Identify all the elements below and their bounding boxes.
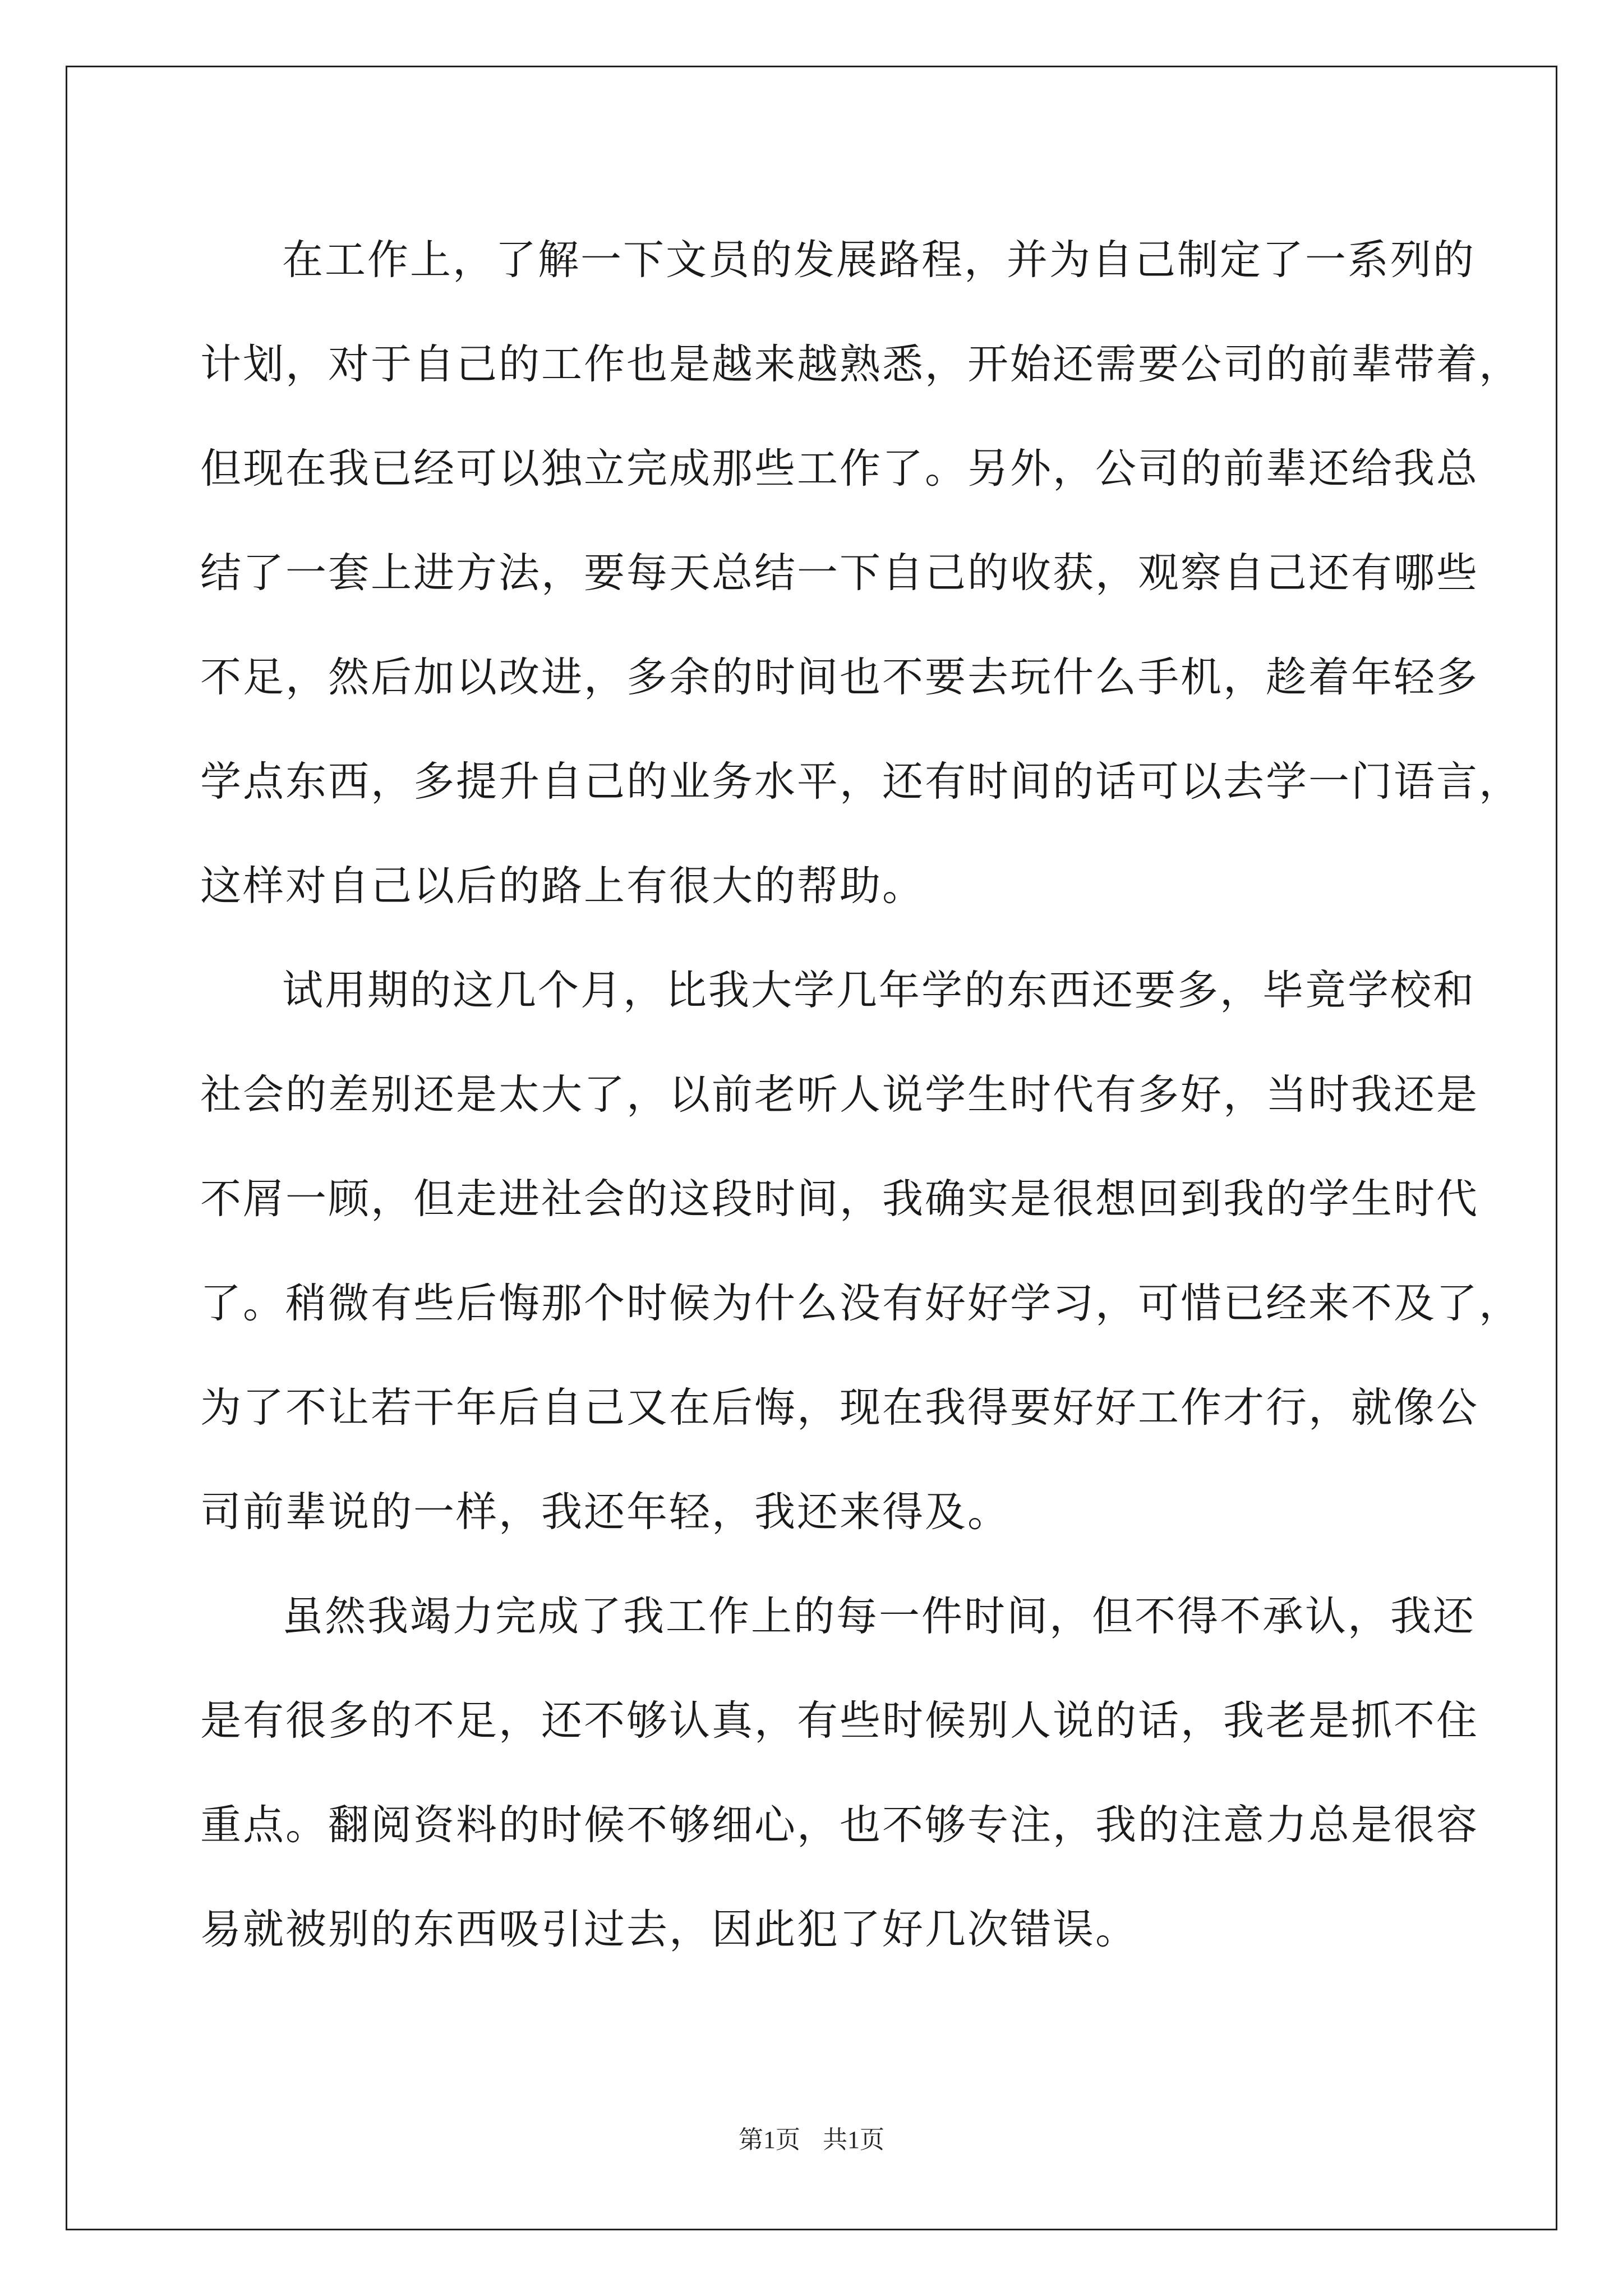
page-footer	[0, 2123, 1623, 2157]
text-line: 是有很多的不足，还不够认真，有些时候别人说的话，我老是抓不住	[200, 1697, 1479, 1745]
text-line: 为了不让若干年后自己又在后悔，现在我得要好好工作才行，就像公	[200, 1384, 1479, 1432]
text-line: 试用期的这几个月，比我大学几年学的东西还要多，毕竟学校和	[282, 967, 1476, 1014]
page-number-total: 共1页	[823, 2126, 884, 2154]
text-line: 不屑一顾，但走进社会的这段时间，我确实是很想回到我的学生时代	[200, 1175, 1479, 1223]
document-body	[200, 208, 1521, 1982]
text-line: 不足，然后加以改进，多余的时间也不要去玩什么手机，趁着年轻多	[200, 654, 1479, 701]
text-line: 重点。翻阅资料的时候不够细心，也不够专注，我的注意力总是很容	[200, 1801, 1479, 1849]
paragraph-3	[200, 1565, 1479, 1982]
text-line: 学点东西，多提升自己的业务水平，还有时间的话可以去学一门语言，	[200, 758, 1521, 806]
text-line: 计划，对于自己的工作也是越来越熟悉，开始还需要公司的前辈带着，	[200, 341, 1521, 388]
text-line: 司前辈说的一样，我还年轻，我还来得及。	[200, 1488, 1010, 1536]
text-line: 虽然我竭力完成了我工作上的每一件时间，但不得不承认，我还	[282, 1593, 1476, 1640]
text-line: 这样对自己以后的路上有很大的帮助。	[200, 862, 925, 910]
paragraph-1	[200, 208, 1521, 938]
text-line: 结了一套上进方法，要每天总结一下自己的收获，观察自己还有哪些	[200, 549, 1479, 597]
page-number-current: 第1页	[739, 2126, 800, 2154]
text-line: 在工作上，了解一下文员的发展路程，并为自己制定了一系列的	[282, 236, 1476, 284]
paragraph-2	[200, 938, 1521, 1565]
text-line: 社会的差别还是太大了，以前老听人说学生时代有多好，当时我还是	[200, 1071, 1479, 1119]
text-line: 了。稍微有些后悔那个时候为什么没有好好学习，可惜已经来不及了，	[200, 1280, 1521, 1327]
text-line: 易就被别的东西吸引过去，因此犯了好几次错误。	[200, 1906, 1138, 1953]
text-line: 但现在我已经可以独立完成那些工作了。另外，公司的前辈还给我总	[200, 445, 1479, 493]
